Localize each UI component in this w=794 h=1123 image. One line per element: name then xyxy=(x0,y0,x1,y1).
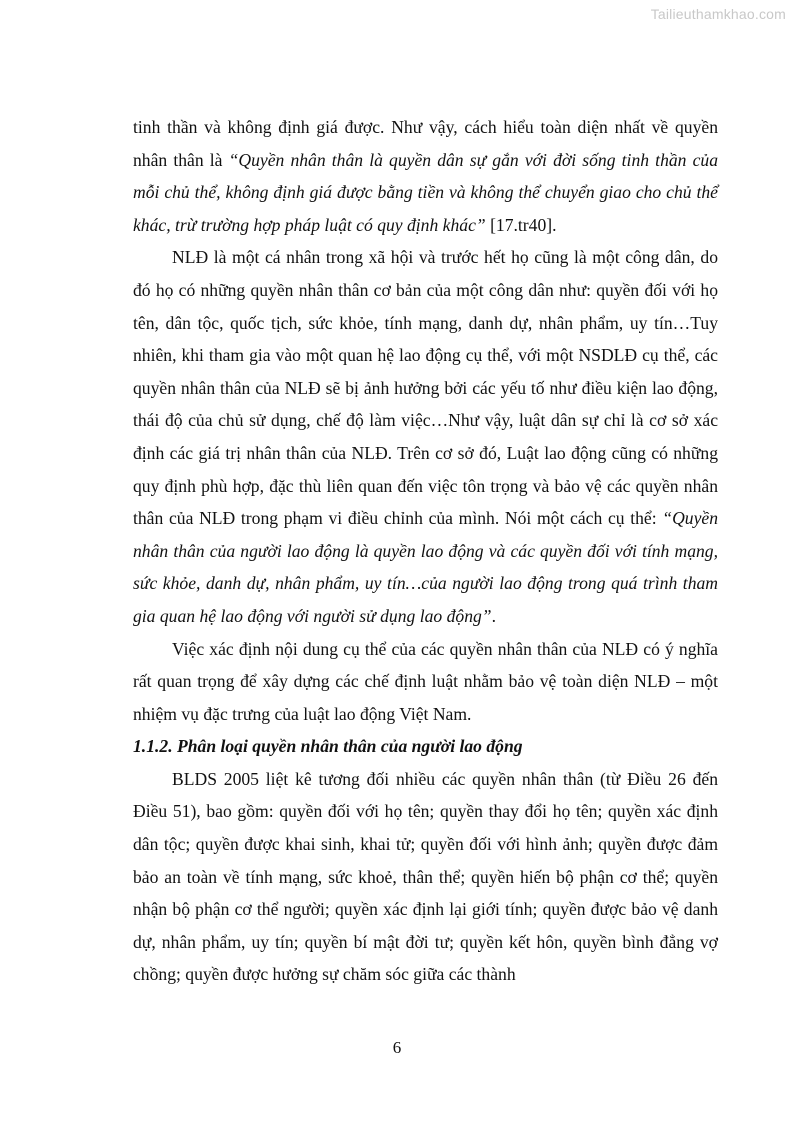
paragraph-4: BLDS 2005 liệt kê tương đối nhiều các quyền nhân thân (từ Điều 26 đến Điều 51), bao gồm: quyền đối với họ tên; quyền thay đổi họ tên; quyền xác định dân tộc; quyền được khai sinh, khai tử; quyền đối với hình ảnh; quyền được đảm bảo an toàn về tính mạng, sức khoẻ, thân thể; quyền hiến bộ phận cơ thể; quyền nhận bộ phận cơ thể người; quyền xác định lại giới tính; quyền được bảo vệ danh dự, nhân phẩm, uy tín; quyền bí mật đời tư; quyền kết hôn, quyền bình đẳng vợ chồng; quyền được hưởng sự chăm sóc giữa các thành xyxy=(133,768,718,985)
paragraph-3: Việc xác định nội dung cụ thể của các quyền nhân thân của NLĐ có ý nghĩa rất quan trọng để xây dựng các chế định luật nhằm bảo vệ toàn diện NLĐ – một nhiệm vụ đặc trưng của luật lao động Việt Nam. xyxy=(133,638,718,724)
paragraph-1 xyxy=(133,111,718,241)
paragraph-1-quote: “Quyền nhân thân là quyền dân sự gắn với đời sống tinh thần của mỗi chủ thể, không định giá được bằng tiền và không thể chuyển giao cho chủ thể khác, trừ trường hợp pháp luật có quy định khác” xyxy=(133,149,719,235)
paragraph-2-text: NLĐ là một cá nhân trong xã hội và trước hết họ cũng là một công dân, do đó họ có những quyền nhân thân cơ bản của một công dân như: quyền đối với họ tên, dân tộc, quốc tịch, sức khỏe, tính mạng, danh dự, nhân phẩm, uy tín…Tuy nhiên, khi tham gia vào một quan hệ lao động cụ thể, với một NSDLĐ cụ thể, các quyền nhân thân của NLĐ sẽ bị ảnh hưởng bởi các yếu tố như điều kiện lao động, thái độ của chủ sử dụng, chế độ làm việc…Như vậy, luật dân sự chỉ là cơ sở xác định các giá trị nhân thân của NLĐ. Trên cơ sở đó, Luật lao động cũng có những quy định phù hợp, đặc thù liên quan đến việc tôn trọng và bảo vệ các quyền nhân thân của NLĐ trong phạm vi điều chỉnh của mình. Nói một cách cụ thể: xyxy=(133,247,718,529)
document-body xyxy=(133,111,718,991)
paragraph-2-end: . xyxy=(491,605,496,626)
paragraph-2 xyxy=(133,241,718,632)
watermark-text: Tailieuthamkhao.com xyxy=(650,6,786,22)
paragraph-1-text: tinh thần và không định giá được. Như vậy, cách hiểu toàn diện nhất về quyền nhân thân là xyxy=(133,117,718,170)
section-heading: 1.1.2. Phân loại quyền nhân thân của người lao động xyxy=(133,736,523,757)
paragraph-2-quote: “Quyền nhân thân của người lao động là quyền lao động và các quyền đối với tính mạng, sức khỏe, danh dự, nhân phẩm, uy tín…của người lao động trong quá trình tham gia quan hệ lao động với người sử dụng lao động” xyxy=(133,508,718,626)
page-number: 6 xyxy=(392,1038,402,1057)
paragraph-1-citation: [17.tr40]. xyxy=(485,214,557,235)
